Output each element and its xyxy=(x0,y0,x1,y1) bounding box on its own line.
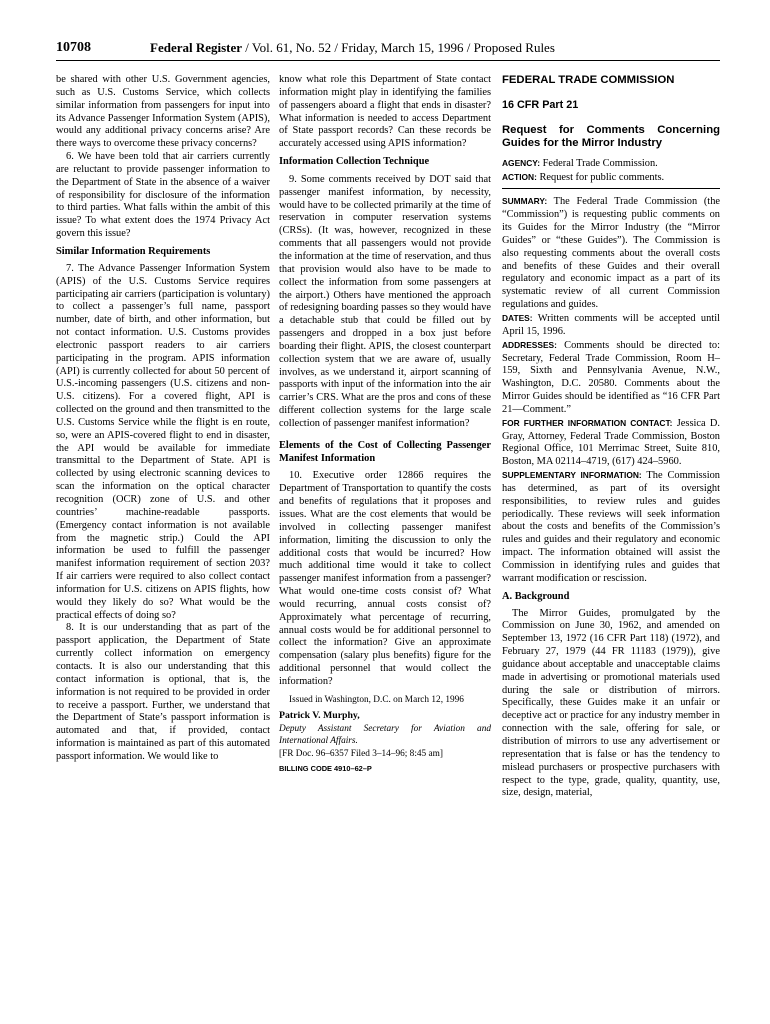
agency-label: AGENCY: xyxy=(502,157,540,168)
cfr-part: 16 CFR Part 21 xyxy=(502,98,579,111)
paragraph: 6. We have been told that air carriers currently are reluctant to provide passenger information to the Department of State in the absence of a waiver of responsibility for disclosure of the information to third parties. What falls within the ambit of this issue? To what extent does the 1974 Privacy Act govern this issue? xyxy=(56,151,270,240)
dates-label: DATES: xyxy=(502,312,533,323)
issue-citation: / Vol. 61, No. 52 / Friday, March 15, 1996 / Proposed Rules xyxy=(242,40,555,55)
signer-name: Patrick V. Murphy, xyxy=(279,710,360,722)
action-line xyxy=(502,171,720,185)
column-right xyxy=(502,74,720,800)
column-middle xyxy=(279,74,491,776)
paragraph: 8. It is our understanding that as part of the passport application, the Department of State currently collect information on emergency contacts. It is also our understanding that this contact information is optional, that is, the information is not required to be provided in order to receive a passport. Further, we understand that the Department of State’s passport information is automated and that, if provided, contact information is maintained as part of this automated passport information. We would like to xyxy=(56,622,270,762)
signer-title: Deputy Assistant Secretary for Aviation and International Affairs. xyxy=(279,723,491,747)
summary-paragraph xyxy=(502,195,720,312)
summary-text: The Federal Trade Commission (the “Commission”) is requesting public comments on its Guides for the Mirror Industry (the “Mirror Guides” or “these Guides”). The Commission is also requesting comments about the overall costs and benefits of these Guides and their overall regulatory and economic impact as a part of its systematic review of all current Commission regulations and guides. xyxy=(502,196,720,311)
dates-text: Written comments will be accepted until April 15, 1996. xyxy=(502,312,720,337)
publication-name: Federal Register xyxy=(150,40,243,55)
contact-label: FOR FURTHER INFORMATION CONTACT: xyxy=(502,417,673,428)
addresses-text: Comments should be directed to: Secretary, Federal Trade Commission, Room H–159, Sixth and Pennsylvania Avenue, N.W., Washington, D.C. 20580. Comments about the Mirror Guides should be identified as “16 CFR Part 21—Comment.” xyxy=(502,339,720,415)
billing-code: BILLING CODE 4910–62–P xyxy=(279,763,372,773)
section-heading: Information Collection Technique xyxy=(279,156,430,168)
agency-text: Federal Trade Commission. xyxy=(540,157,658,169)
supplementary-label: SUPPLEMENTARY INFORMATION: xyxy=(502,470,642,481)
contact-paragraph xyxy=(502,417,720,469)
section-heading: Similar Information Requirements xyxy=(56,245,211,257)
dates-paragraph xyxy=(502,312,720,339)
issued-date: Issued in Washington, D.C. on March 12, 1996 xyxy=(289,694,464,705)
supplementary-paragraph xyxy=(502,469,720,586)
paragraph: 7. The Advance Passenger Information System (APIS) of the U.S. Customs Service requires participating air carriers (participation is voluntary) to collect a passenger’s full name, passport number, date of birth, and other information, but not contact information. U.S. Customs provides electronic passport readers to air carriers participating in the program. APIS information (API) is currently collected for about 50 percent of U.S.-incoming passengers (U.S. citizens and non-U.S. citizens). For a covered flight, API is collected on the ground and then transmitted to the U.S. Customs Service while the flight is en route, so, were an APIS-covered flight to end in disaster, the API would be available for immediate transmittal to the Department of State. API is collected by using electronic scanning devices to scan the information on the optical character recognition (OCR) zone of U.S. and other countries’ machine-readable passports. (Emergency contact information is not available from the magnetic strip.) Could the API information be used to fulfill the passenger manifest information requirement of section 203? If air carriers were required to also collect contact information for U.S. citizens on APIS flights, how would they likely do so? What would be the practical effects of doing so? xyxy=(56,262,270,621)
section-heading: Elements of the Cost of Collecting Passenger Manifest Information xyxy=(279,439,491,464)
paragraph: The Mirror Guides, promulgated by the Commission on June 30, 1962, and amended on September 13, 1972 (16 CFR Part 118) (1972), and February 27, 1979 (44 FR 11183 (1979)), give guidance about acceptable and unacceptable claims made in advertising or promotional materials used during the sale or distribution of mirrors. Specifically, these Guides make it an unfair or deceptive act or practice for any industry member in connection with the sale, offering for sale, or distribution of mirrors to use any advertisement or representation that is false or has the tendency to mislead purchasers or prospective purchasers with respect to the type, grade, quality, quantity, use, size, design, material, xyxy=(502,607,720,799)
contact-text: Jessica D. Gray, Attorney, Federal Trade Commission, Boston Regional Office, 101 Merrimac Street, Suite 810, Boston, MA 02114–4719, (617) 424–5960. xyxy=(502,417,721,468)
paragraph: 10. Executive order 12866 requires the Department of Transportation to quantify the costs and benefits of regulations that it proposes and issues. What are the cost elements that would be involved in collecting passenger manifest information, limiting the discussion to only the additional costs that would be incurred? How much additional time would it take to collect passenger manifest information from a passenger? What would one-time costs consist of? What would recurring, annual costs consist of? Approximately what percentage of recurring, annual costs would be for additional personnel to collect the information? Give an approximate compensation (salary plus benefits) figure for the additional personnel that would collect the information? xyxy=(279,470,491,687)
addresses-paragraph xyxy=(502,339,720,417)
supplementary-text: The Commission has determined, as part of its oversight responsibilities, to review rules and guides periodically. These reviews will seek information about the costs and benefits of the Commission’s rules and guides and their regulatory and economic impact. The information obtained will assist the Commission in identifying rules and guides that warrant modification or rescission. xyxy=(502,470,720,584)
document-title: Request for Comments Concerning Guides for the Mirror Industry xyxy=(502,123,720,149)
summary-label: SUMMARY: xyxy=(502,196,548,207)
section-heading: A. Background xyxy=(502,590,570,602)
column-left xyxy=(56,74,270,764)
fr-doc-line: [FR Doc. 96–6357 Filed 3–14–96; 8:45 am] xyxy=(279,748,443,759)
agency-line xyxy=(502,157,720,171)
page-number: 10708 xyxy=(56,40,91,55)
running-head xyxy=(150,40,555,56)
page-header xyxy=(56,40,720,61)
agency-heading: FEDERAL TRADE COMMISSION xyxy=(502,74,675,86)
paragraph: know what role this Department of State contact information might play in identifying the families of passengers aboard a flight that ends in disaster? What information is needed to access Department of State passport records? Can these records be accurately accessed using APIS information? xyxy=(279,74,491,150)
paragraph: 9. Some comments received by DOT said that passenger manifest information, by necessity, would have to be collected primarily at the time of reservation in computer reservation systems (CRSs). (It was, however, recognized in these comments that all passengers would not provide the information at the time of reservation, and thus that provision would also have to be made to collect the information from some passengers at the airport.) Others have mentioned the approach of redesigning boarding passes so they would have a detachable stub that could be filled out by passengers and dropped in a box just before boarding their flight. APIS, the closest counterpart collection system that we are aware of, usually involves, as we understand it, airport scanning of passports with input of the information into the air carrier’s CRS. What are the pros and cons of these different collection systems for the large scale collection of passenger manifest information? xyxy=(279,173,491,429)
divider xyxy=(502,188,720,189)
paragraph: be shared with other U.S. Government agencies, such as U.S. Customs Service, which collects similar information from passengers for input into its Advance Passenger Information System (APIS), would any additional privacy concerns arise? Are there ways to overcome these privacy concerns? xyxy=(56,74,270,150)
action-label: ACTION: xyxy=(502,171,537,182)
addresses-label: ADDRESSES: xyxy=(502,339,557,350)
action-text: Request for public comments. xyxy=(536,171,665,183)
